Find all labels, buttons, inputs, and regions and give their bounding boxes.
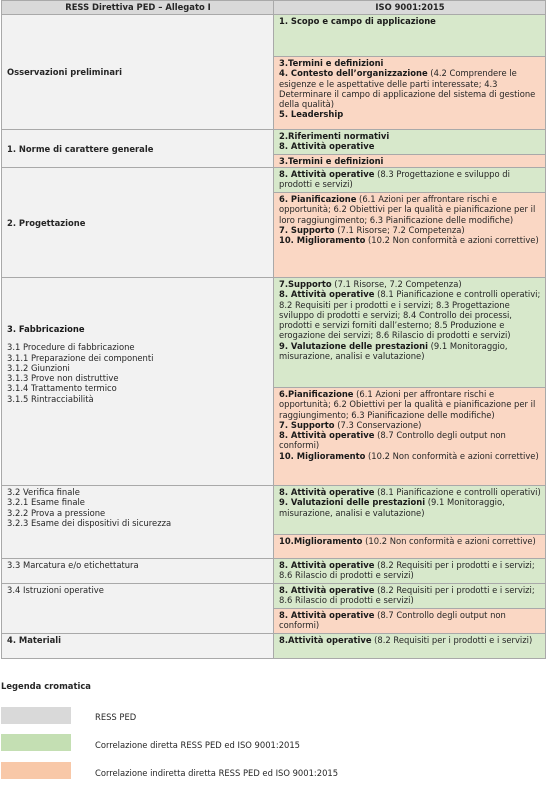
iso-clause: 7. Supporto xyxy=(279,419,335,430)
row-label-osservazioni: Osservazioni preliminari xyxy=(2,15,274,130)
sub-item: 3.1.2 Giunzioni xyxy=(7,362,70,373)
iso-clause: 8. Attività operative xyxy=(279,560,375,570)
iso-detail: (8.2 Requisiti per i prodotti e i servizi) xyxy=(371,635,533,645)
iso-detail: (7.3 Conservazione) xyxy=(334,419,422,430)
correlation-table xyxy=(1,0,546,659)
iso-cell-direct xyxy=(274,486,546,535)
iso-detail: (6.1 Azioni per affrontare rischi e opportunità; 6.2 Obiettivi per la qualità e pianificazione per il raggiungimento; 6.3 Pianificazione delle modifiche) xyxy=(279,389,536,420)
iso-clause: 1. Scopo e campo di applicazione xyxy=(279,16,436,26)
sub-item: 3.1.1 Preparazione dei componenti xyxy=(7,352,154,363)
iso-detail: (10.2 Non conformità e azioni correttive) xyxy=(365,235,539,245)
sub-item: 3.1 Procedure di fabbricazione xyxy=(7,342,135,353)
table-row xyxy=(2,634,546,659)
table-row xyxy=(2,15,546,57)
row-label-fabbricazione xyxy=(2,278,274,486)
table-row xyxy=(2,559,546,584)
iso-cell-direct xyxy=(274,168,546,193)
iso-detail: (8.1 Pianificazione e controlli operativi; 8.2 Requisiti per i prodotti e i servizi; 8.3 Progettazione sviluppo di prodotti e servizi; 8.4 Controllo dei processi, prodotti e servizi forniti dall’esterno; 8.5 Produzione e erogazione dei servizi; 8.6 Rilascio di prodotti e servizi) xyxy=(279,289,541,341)
sub-item: 3.1.3 Prove non distruttive xyxy=(7,373,119,383)
row-label-progettazione: 2. Progettazione xyxy=(2,168,274,278)
iso-detail: (8.2 Requisiti per i prodotti e i servizi; 8.6 Rilascio di prodotti e servizi) xyxy=(279,560,535,581)
iso-clause: 10.Miglioramento xyxy=(279,536,363,546)
legend-title: Legenda cromatica xyxy=(1,681,91,691)
legend-swatch-indirect xyxy=(1,762,71,779)
sub-item: 3.2 Verifica finale xyxy=(7,487,80,497)
section-title: 3. Fabbricazione xyxy=(7,324,85,334)
sub-item: 3.2.3 Esame dei dispositivi di sicurezza xyxy=(7,517,172,528)
iso-cell-indirect xyxy=(274,193,546,278)
iso-cell-direct xyxy=(274,278,546,388)
row-label-marcatura: 3.3 Marcatura e/o etichettatura xyxy=(2,559,274,584)
iso-detail: (9.1 Monitoraggio, misurazione, analisi e valutazione) xyxy=(279,340,508,361)
table-header-row xyxy=(2,1,546,15)
sub-item: 3.2.2 Prova a pressione xyxy=(7,507,106,518)
header-iso-9001: ISO 9001:2015 xyxy=(274,1,546,15)
iso-clause: 6.Pianificazione xyxy=(279,389,354,399)
iso-clause: 5. Leadership xyxy=(279,109,344,120)
iso-detail: (9.1 Monitoraggio, misurazione, analisi e valutazione) xyxy=(279,497,505,518)
header-ress-ped: RESS Direttiva PED – Allegato I xyxy=(2,1,274,15)
iso-detail: (8.1 Pianificazione e controlli operativi) xyxy=(374,487,541,497)
iso-detail: (8.3 Progettazione e sviluppo di prodotti e servizi) xyxy=(279,169,510,190)
sub-item: 3.1.5 Rintracciabilità xyxy=(7,393,94,404)
iso-clause: 8. Attività operative xyxy=(279,487,375,497)
iso-detail: (8.7 Controllo degli output non conformi) xyxy=(279,610,506,631)
iso-clause: 10. Miglioramento xyxy=(279,450,366,461)
iso-clause: 7.Supporto xyxy=(279,279,332,289)
row-label-istruzioni: 3.4 Istruzioni operative xyxy=(2,584,274,634)
iso-clause: 8. Attività operative xyxy=(279,141,375,152)
iso-cell-indirect xyxy=(274,609,546,634)
iso-cell-direct xyxy=(274,15,546,57)
iso-clause: 8. Attività operative xyxy=(279,289,375,300)
iso-clause: 6. Pianificazione xyxy=(279,194,357,204)
iso-cell-direct xyxy=(274,559,546,584)
iso-clause: 8. Attività operative xyxy=(279,610,375,620)
iso-clause: 8.Attività operative xyxy=(279,635,372,645)
table-row xyxy=(2,130,546,155)
iso-clause: 8. Attività operative xyxy=(279,585,375,595)
table-row xyxy=(2,584,546,609)
iso-clause: 2.Riferimenti normativi xyxy=(279,131,390,141)
iso-clause: 9. Valutazione delle prestazioni xyxy=(279,340,428,351)
iso-detail: (4.2 Comprendere le esigenze e le aspettative delle parti interessate; 4.3 Determinare il campo di applicazione del sistema di gestione della qualità) xyxy=(279,68,536,109)
iso-cell-indirect xyxy=(274,535,546,559)
iso-detail: (7.1 Risorse; 7.2 Competenza) xyxy=(334,224,465,235)
iso-clause: 10. Miglioramento xyxy=(279,235,366,245)
iso-clause: 8. Attività operative xyxy=(279,169,375,179)
iso-detail: (6.1 Azioni per affrontare rischi e opportunità; 6.2 Obiettivi per la qualità e pianificazione per il loro raggiungimento; 6.3 Pianificazione delle modifiche) xyxy=(279,194,536,225)
iso-clause: 4. Contesto dell’organizzazione xyxy=(279,68,428,79)
legend-swatch-ress-ped xyxy=(1,707,71,724)
table-row xyxy=(2,168,546,193)
row-label-verifica xyxy=(2,486,274,559)
table-row xyxy=(2,486,546,535)
legend-swatch-direct xyxy=(1,734,71,751)
iso-clause: 8. Attività operative xyxy=(279,430,375,440)
iso-detail: (8.2 Requisiti per i prodotti e i servizi; 8.6 Rilascio di prodotti e servizi) xyxy=(279,585,535,606)
iso-cell-direct xyxy=(274,634,546,659)
iso-clause: 9. Valutazioni delle prestazioni xyxy=(279,497,426,508)
row-label-materiali: 4. Materiali xyxy=(2,634,274,659)
iso-clause: 7. Supporto xyxy=(279,224,335,235)
iso-clause: 3.Termini e definizioni xyxy=(279,156,384,166)
table-row xyxy=(2,278,546,388)
row-label-norme: 1. Norme di carattere generale xyxy=(2,130,274,168)
iso-cell-indirect xyxy=(274,155,546,168)
sub-item: 3.1.4 Trattamento termico xyxy=(7,383,117,394)
legend-label-direct: Correlazione diretta RESS PED ed ISO 9001:2015 xyxy=(95,740,301,750)
legend-label-indirect: Correlazione indiretta diretta RESS PED ed ISO 9001:2015 xyxy=(95,768,339,778)
iso-detail: (10.2 Non conformità e azioni correttive) xyxy=(365,450,539,461)
iso-detail: (8.7 Controllo degli output non conformi) xyxy=(279,430,506,451)
iso-detail: (10.2 Non conformità e azioni correttive) xyxy=(362,536,536,546)
sub-item: 3.2.1 Esame finale xyxy=(7,497,85,508)
iso-cell-direct xyxy=(274,584,546,609)
iso-clause: 3.Termini e definizioni xyxy=(279,58,384,68)
legend-label-ress-ped: RESS PED xyxy=(95,712,137,722)
iso-detail: (7.1 Risorse, 7.2 Competenza) xyxy=(331,279,462,289)
iso-cell-direct xyxy=(274,130,546,155)
iso-cell-indirect xyxy=(274,57,546,130)
iso-cell-indirect xyxy=(274,388,546,486)
